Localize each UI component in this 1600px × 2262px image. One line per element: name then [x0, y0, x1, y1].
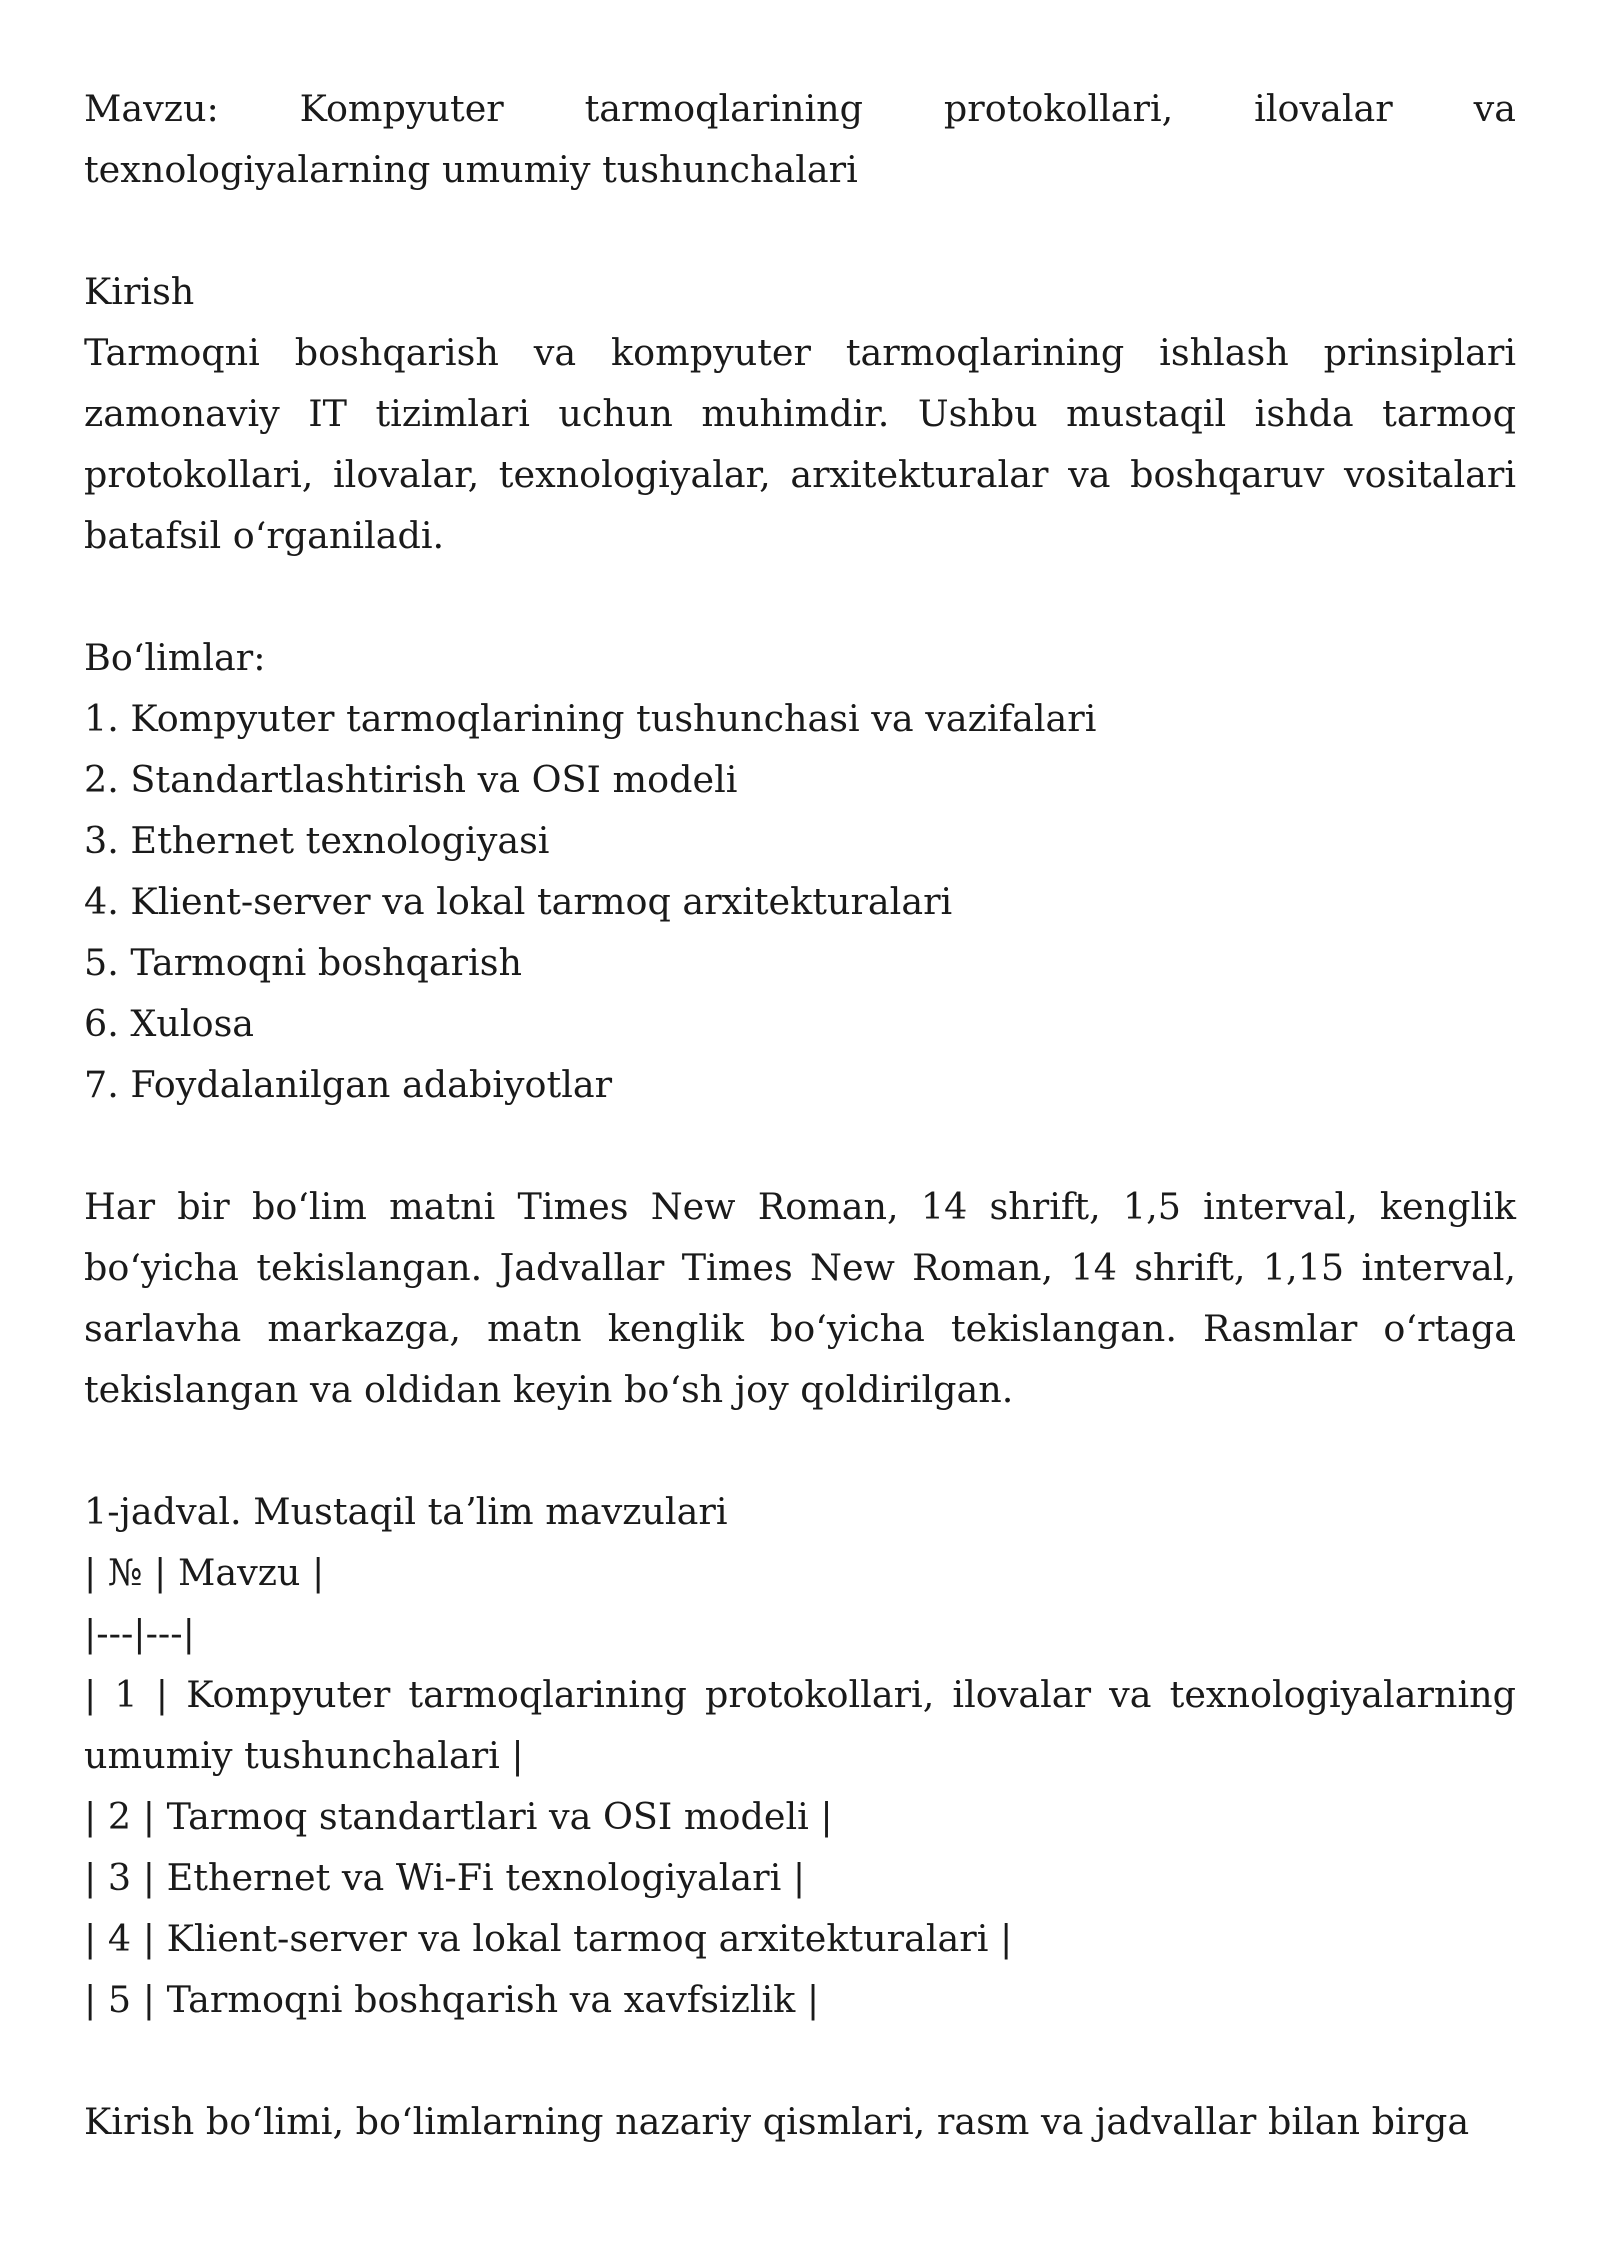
section-item: 7. Foydalanilgan adabiyotlar: [84, 1063, 613, 1106]
section-item: 4. Klient-server va lokal tarmoq arxitekturalari: [84, 880, 953, 923]
document-title: Mavzu: Kompyuter tarmoqlarining protokollari, ilovalar va texnologiyalarning umumiy tushunchalari: [84, 87, 1516, 191]
table-row: | 4 | Klient-server va lokal tarmoq arxitekturalari |: [84, 1917, 1013, 1960]
table-row: | 1 | Kompyuter tarmoqlarining protokollari, ilovalar va texnologiyalarning umumiy tushunchalari |: [84, 1673, 1516, 1777]
markdown-table: [84, 1542, 1516, 2030]
table-separator-line: |---|---|: [84, 1612, 195, 1655]
section-item: 2. Standartlashtirish va OSI modeli: [84, 758, 738, 801]
intro-heading: Kirish: [84, 270, 195, 313]
closing-paragraph: Kirish boʻlimi, boʻlimlarning nazariy qismlari, rasm va jadvallar bilan birga: [84, 2100, 1470, 2143]
section-item: 3. Ethernet texnologiyasi: [84, 819, 550, 862]
section-item: 1. Kompyuter tarmoqlarining tushunchasi va vazifalari: [84, 697, 1097, 740]
format-note-paragraph: Har bir boʻlim matni Times New Roman, 14 shrift, 1,5 interval, kenglik boʻyicha tekislangan. Jadvallar Times New Roman, 14 shrift, 1,15 interval, sarlavha markazga, matn kenglik boʻyicha tekislangan. Rasmlar oʻrtaga tekislangan va oldidan keyin boʻsh joy qoldirilgan.: [84, 1185, 1516, 1411]
spacer: [84, 1115, 1516, 1176]
spacer: [84, 1420, 1516, 1481]
intro-paragraph: Tarmoqni boshqarish va kompyuter tarmoqlarining ishlash prinsiplari zamonaviy IT tizimlari uchun muhimdir. Ushbu mustaqil ishda tarmoq protokollari, ilovalar, texnologiyalar, arxitekturalar va boshqaruv vositalari batafsil oʻrganiladi.: [84, 331, 1516, 557]
document-page: [84, 78, 1516, 2152]
table-row: | 3 | Ethernet va Wi-Fi texnologiyalari |: [84, 1856, 806, 1899]
table-header-line: | № | Mavzu |: [84, 1551, 325, 1594]
section-item: 5. Tarmoqni boshqarish: [84, 941, 522, 984]
table-caption: 1-jadval. Mustaqil taʼlim mavzulari: [84, 1490, 728, 1533]
sections-list: [84, 688, 1516, 1115]
sections-heading: Boʻlimlar:: [84, 636, 266, 679]
table-row: | 5 | Tarmoqni boshqarish va xavfsizlik |: [84, 1978, 820, 2021]
spacer: [84, 2030, 1516, 2091]
spacer: [84, 200, 1516, 261]
spacer: [84, 566, 1516, 627]
section-item: 6. Xulosa: [84, 1002, 255, 1045]
table-row: | 2 | Tarmoq standartlari va OSI modeli |: [84, 1795, 833, 1838]
